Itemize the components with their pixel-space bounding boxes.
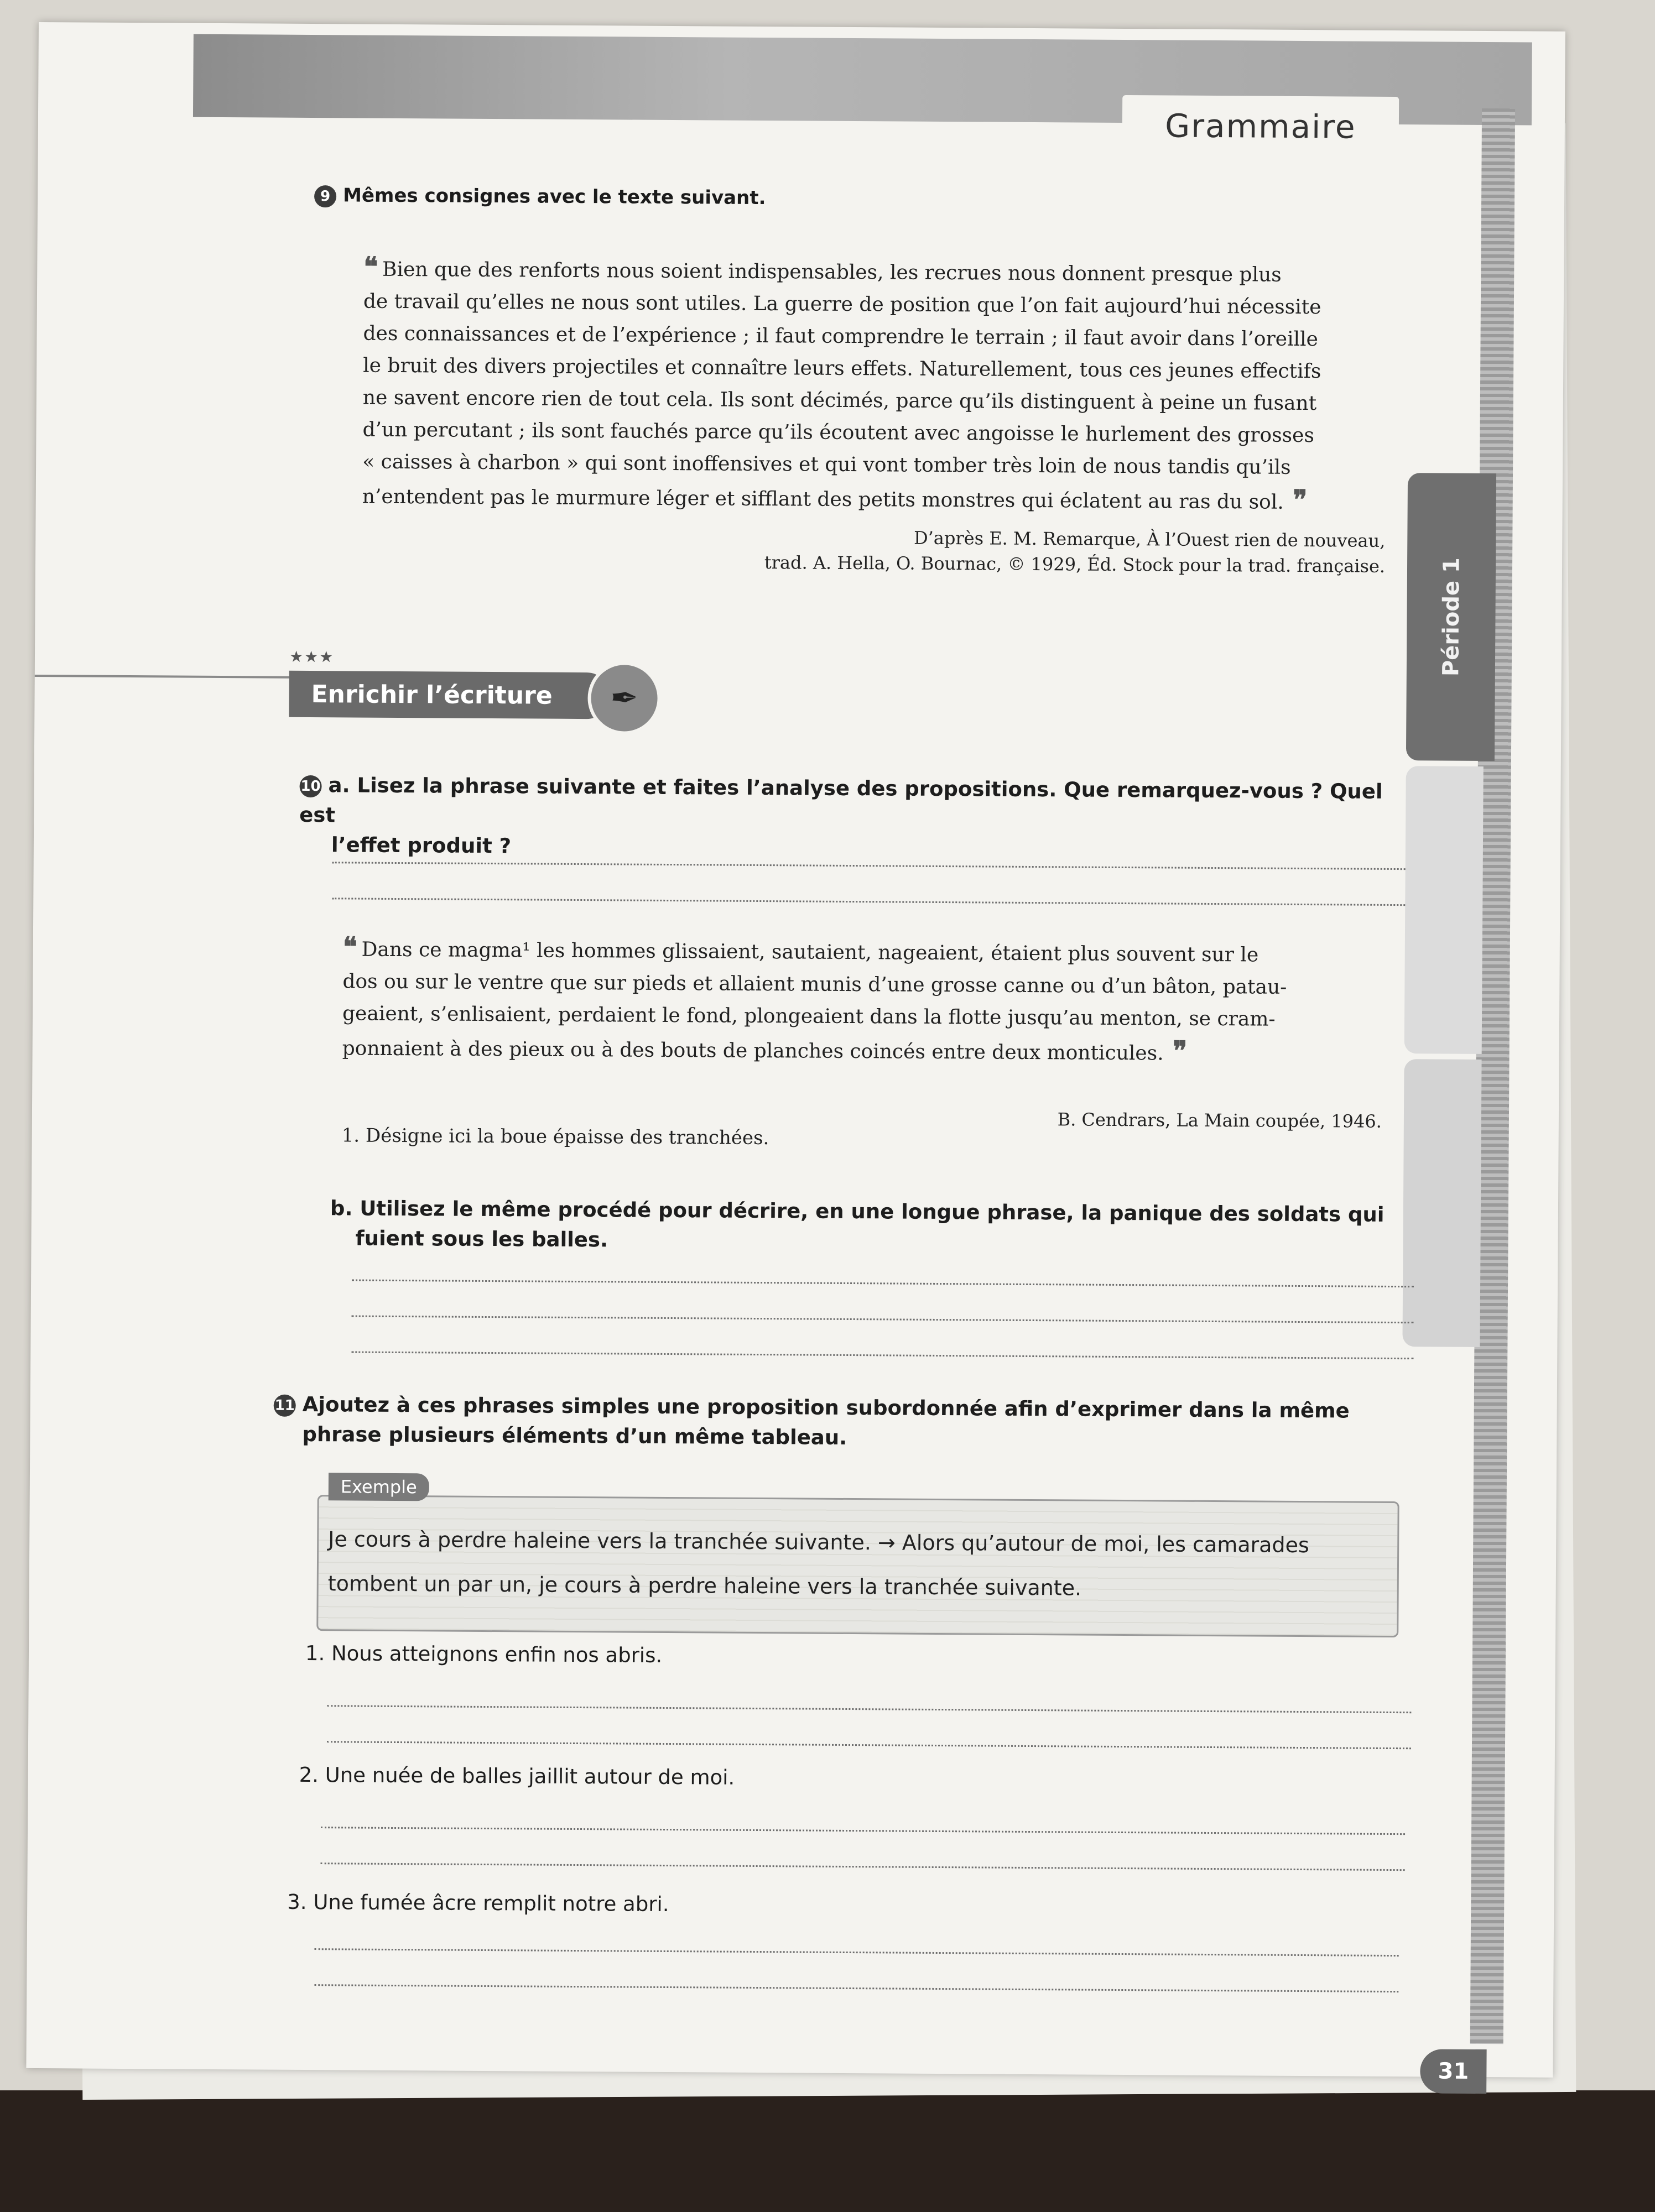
quote-line: geaient, s’enlisaient, perdaient le fond, plongeaient dans la flotte jusqu’au menton, se cram- [342, 1002, 1276, 1031]
exercise-11-item-3: 3. Une fumée âcre remplit notre abri. [287, 1890, 669, 1917]
exercise-9-number: 9 [314, 185, 336, 207]
period-tab-2 [1404, 766, 1484, 1054]
answer-line[interactable] [314, 1984, 1398, 1992]
answer-line[interactable] [321, 1827, 1405, 1835]
answer-line[interactable] [332, 898, 1405, 906]
exercise-11-instruction: 11 Ajoutez à ces phrases simples une proposition subordonnée afin d’exprimer dans la même phrase plusieurs éléments d’un même tableau. [274, 1392, 1350, 1449]
answer-line[interactable] [352, 1280, 1414, 1288]
exercise-11-item-1: 1. Nous atteignons enfin nos abris. [305, 1641, 663, 1667]
exercise-9-text: Mêmes consignes avec le texte suivant. [342, 184, 766, 210]
quote-line: ne savent encore rien de tout cela. Ils sont décimés, parce qu’ils distinguent à peine un fusant [362, 386, 1317, 415]
answer-line[interactable] [321, 1863, 1405, 1871]
quote-line: ❝ Dans ce magma¹ les hommes glissaient, sautaient, nageaient, étaient plus souvent sur le [342, 931, 1259, 967]
exercise-10-source: B. Cendrars, La Main coupée, 1946. [1057, 1109, 1382, 1132]
workbook-page [26, 22, 1565, 2084]
exercise-11-item-2: 2. Une nuée de balles jaillit autour de moi. [299, 1762, 735, 1790]
answer-line[interactable] [327, 1705, 1411, 1713]
exercise-9-source: D’après E. M. Remarque, À l’Ouest rien de nouveau, trad. A. Hella, O. Bournac, © 1929, Éd. Stock pour la trad. française. [764, 527, 1386, 577]
open-quote-icon: ❝ [363, 251, 378, 283]
answer-line[interactable] [351, 1351, 1413, 1359]
quote-line: d’un percutant ; ils sont fauchés parce qu’ils écoutent avec angoisse le hurlement des grosses [362, 418, 1314, 447]
enrichir-banner: Enrichir l’écriture [289, 671, 610, 719]
exercise-10-number: 10 [299, 775, 321, 797]
exercise-9-quote [362, 251, 1387, 519]
close-quote-icon: ❞ [1163, 1035, 1188, 1067]
table-surface [0, 2090, 1655, 2212]
answer-line[interactable] [327, 1741, 1411, 1749]
quote-line: « caisses à charbon » qui sont inoffensives et qui vont tomber très loin de nous tandis qu’ils [362, 450, 1291, 479]
exercise-10-part-a: 10 a. Lisez la phrase suivante et faites l’analyse des propositions. Que remarquez-vous ? Quel est l’effet produit ? [299, 773, 1383, 858]
exercise-11-number: 11 [274, 1394, 296, 1416]
difficulty-stars: ★★★ [289, 647, 335, 666]
example-text: Je cours à perdre haleine vers la tranchée suivante. → Alors qu’autour de moi, les camarades tombent un par un, je cours à perdre haleine vers la tranchée suivante. [327, 1527, 1309, 1600]
quote-line: ❝ Bien que des renforts nous soient indispensables, les recrues nous donnent presque plus [363, 251, 1282, 286]
quote-line: dos ou sur le ventre que sur pieds et allaient munis d’une grosse canne ou d’un bâton, patau- [342, 970, 1287, 999]
footnote: 1. Désigne ici la boue épaisse des tranchées. [341, 1124, 769, 1150]
answer-line[interactable] [315, 1948, 1399, 1957]
page-number: 31 [1420, 2049, 1486, 2094]
period-tab-3 [1402, 1059, 1481, 1347]
quote-line: des connaissances et de l’expérience ; il faut comprendre le terrain ; il faut avoir dans l’oreille [363, 322, 1319, 351]
exercise-9-instruction [314, 184, 766, 210]
period-tab-label: Période 1 [1438, 557, 1465, 677]
section-title: Grammaire [1122, 95, 1399, 158]
quote-line: n’entendent pas le murmure léger et sifflant des petits monstres qui éclatent au ras du sol. ❞ [362, 484, 1308, 516]
quote-line: le bruit des divers projectiles et connaître leurs effets. Naturellement, tous ces jeunes effectifs [363, 354, 1321, 383]
answer-line[interactable] [352, 1315, 1414, 1323]
exercise-10-quote [342, 931, 1382, 1071]
close-quote-icon: ❞ [1283, 484, 1308, 516]
pen-icon: ✒ [587, 661, 661, 735]
exercise-10-part-b: b. Utilisez le même procédé pour décrire, en une longue phrase, la panique des soldats qui fuient sous les balles. [330, 1196, 1385, 1252]
quote-line: ponnaient à des pieux ou à des bouts de planches coincés entre deux monticules. ❞ [342, 1035, 1188, 1067]
period-tab [1406, 473, 1496, 761]
example-label: Exemple [329, 1473, 429, 1501]
open-quote-icon: ❝ [342, 931, 357, 963]
quote-line: de travail qu’elles ne nous sont utiles. La guerre de position que l’on fait aujourd’hui nécessite [363, 290, 1321, 319]
